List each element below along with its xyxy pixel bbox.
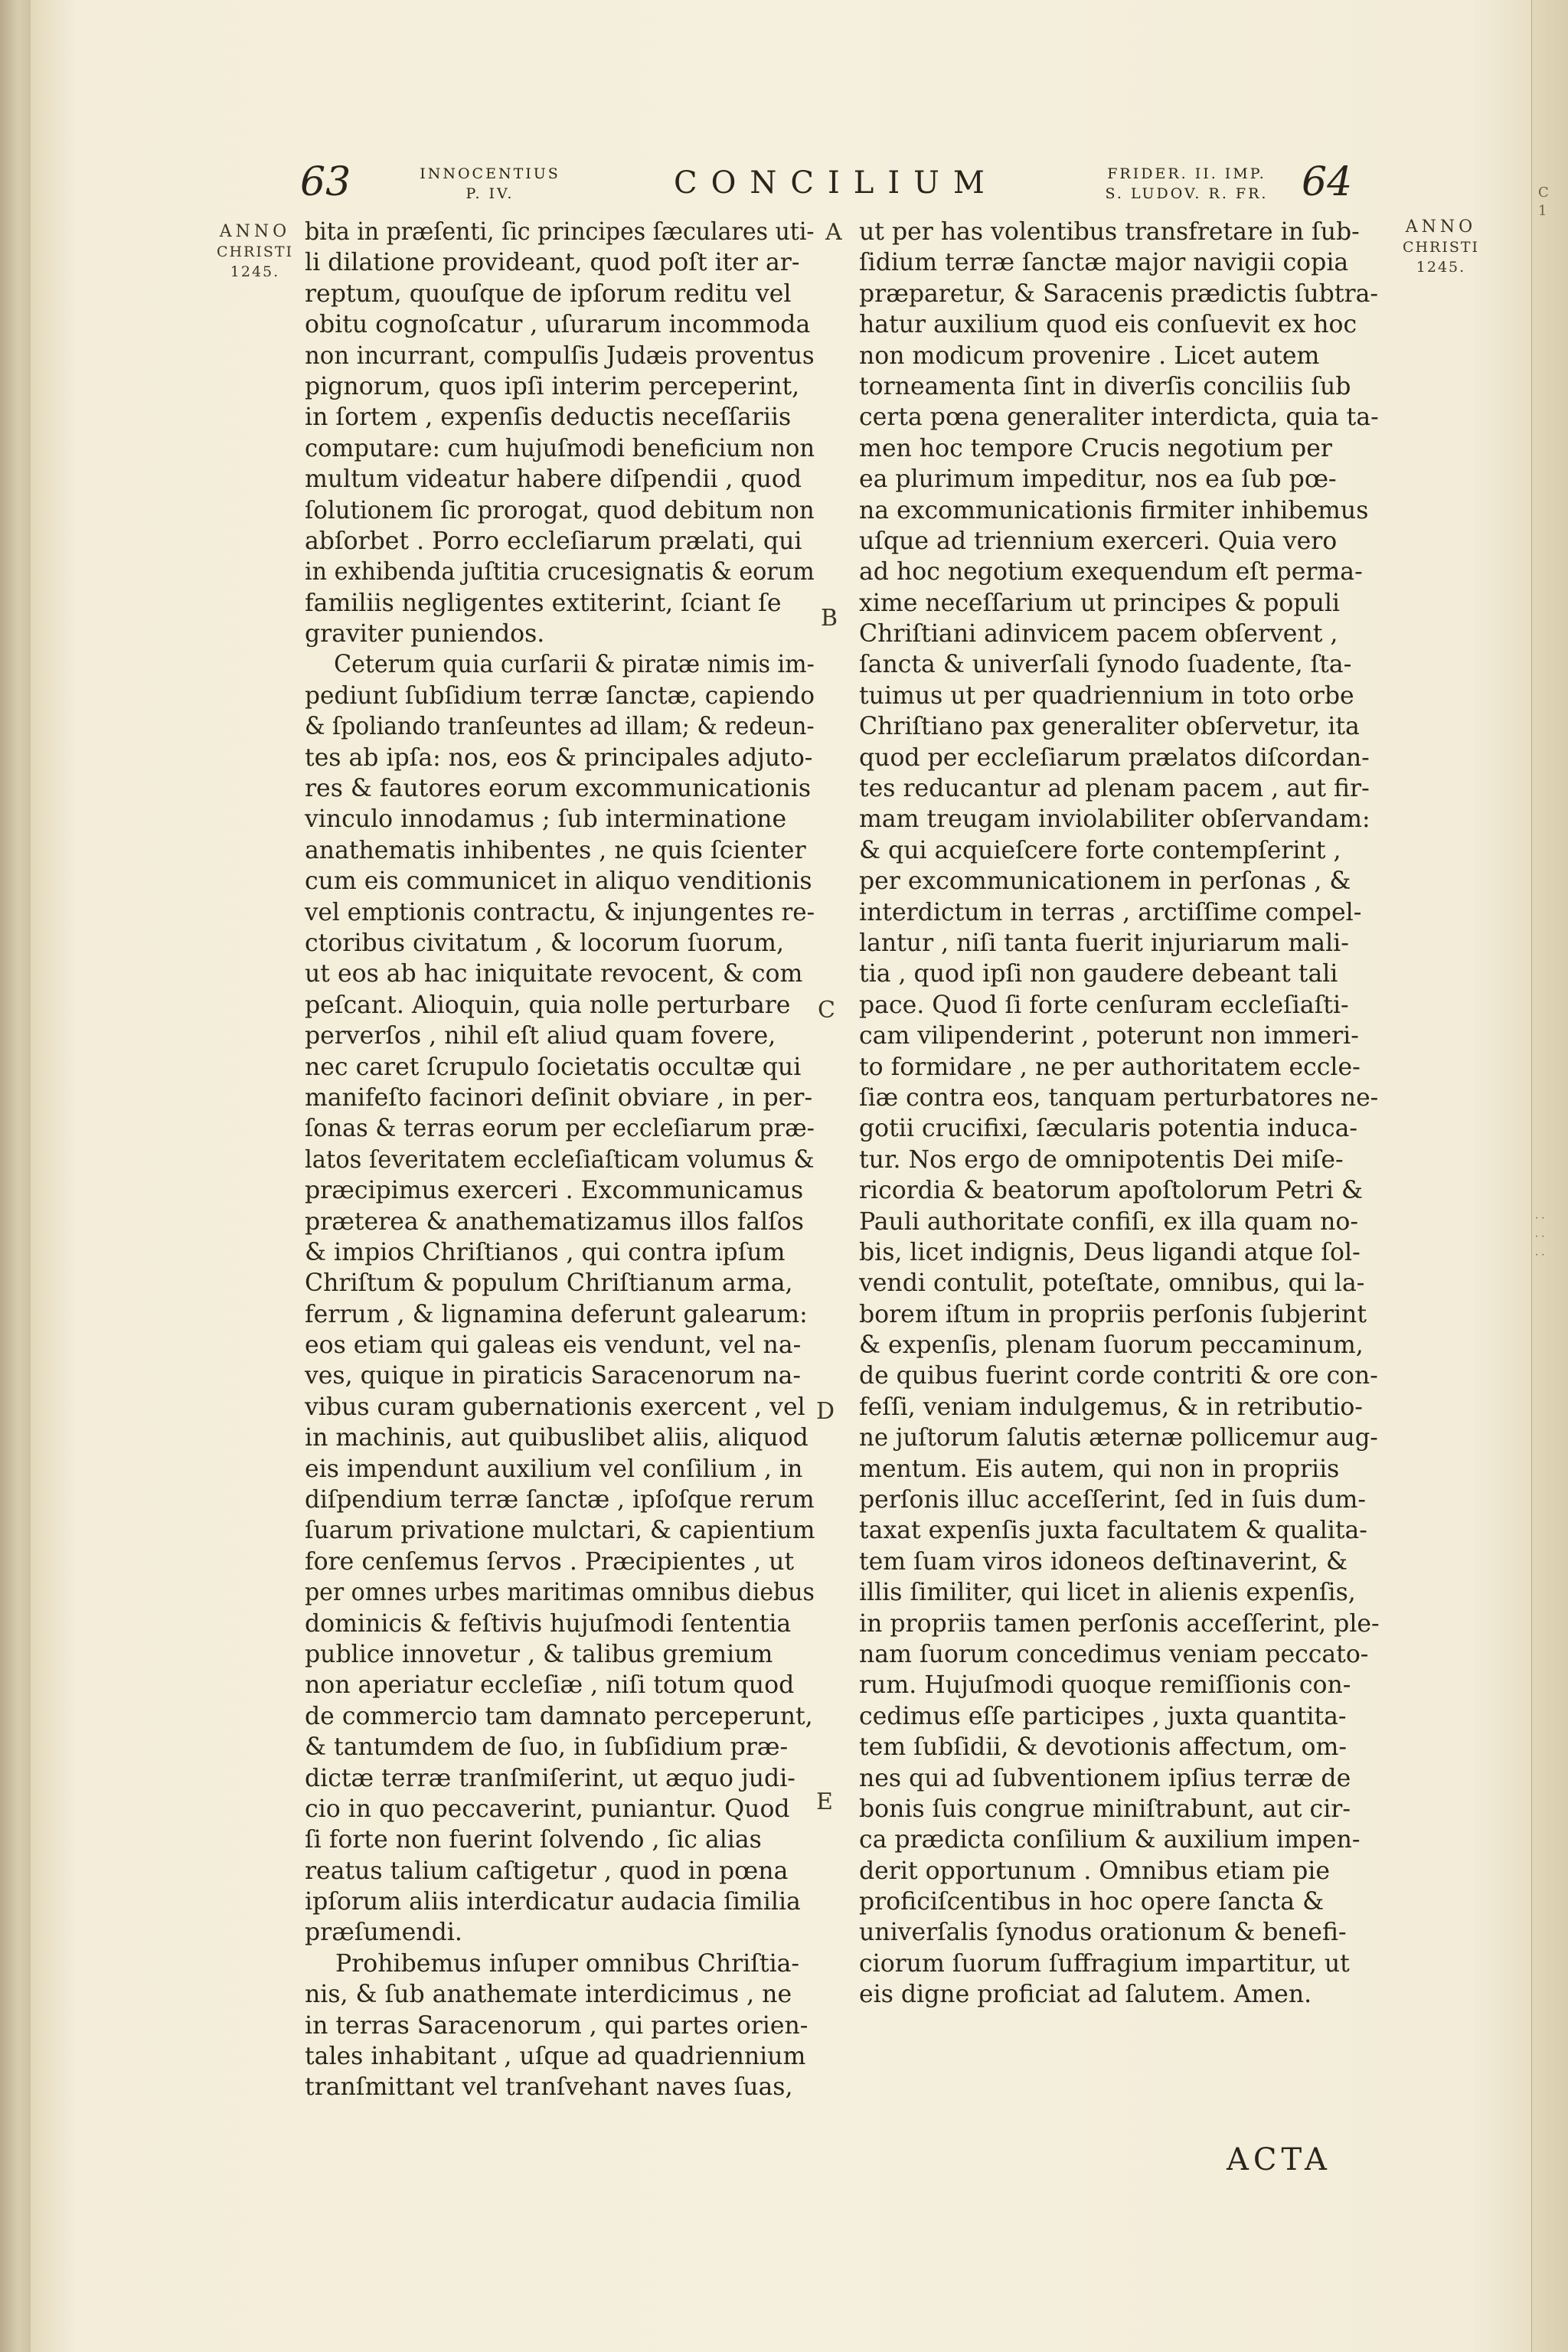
text-line: lantur , niſi tanta fuerit injuriarum mali- — [859, 929, 1349, 957]
book-gutter — [0, 0, 31, 2352]
text-line: tur. Nos ergo de omnipotentis Dei miſe- — [859, 1145, 1344, 1174]
text-line: eis impendunt auxilium vel conſilium , in — [305, 1455, 803, 1483]
text-line: ne juſtorum ſalutis æternæ pollicemur aug- — [859, 1424, 1378, 1452]
text-line: nes qui ad ſubventionem ipſius terræ de — [859, 1764, 1351, 1792]
text-line: nis, & ſub anathemate interdicimus , ne — [305, 1981, 792, 2009]
right-text-column — [859, 217, 1380, 2011]
section-letter-e: E — [816, 1788, 833, 1815]
section-letter-d: D — [816, 1398, 835, 1425]
text-line: certa pœna generaliter interdicta, quia ta- — [859, 403, 1379, 432]
text-line: perverſos , nihil eſt aliud quam fovere, — [305, 1022, 776, 1050]
text-line: per excommunicationem in perſonas , & — [859, 867, 1351, 896]
text-line: de quibus fuerint corde contriti & ore con- — [859, 1362, 1378, 1390]
text-line: eis digne proficiat ad ſalutem. Amen. — [859, 1981, 1312, 2009]
catchword: ACTA — [1227, 2142, 1331, 2177]
text-line: in exhibenda juſtitia crucesignatis & eorum — [305, 558, 815, 586]
text-line: tales inhabitant , uſque ad quadriennium — [305, 2043, 806, 2071]
text-line: & qui acquieſcere forte contempſerint , — [859, 836, 1341, 864]
text-line: bita in præſenti, ſic principes ſæculares uti- — [305, 218, 815, 246]
text-line: ſolutionem ſic prorogat, quod debitum non — [305, 496, 815, 524]
text-line: anathematis inhibentes , ne quis ſcienter — [305, 836, 806, 864]
text-line: ut eos ab hac iniquitate revocent, & com — [305, 960, 803, 988]
text-line: in propriis tamen perſonis acceſſerint, ple- — [859, 1609, 1380, 1638]
text-line: ut per has volentibus transfretare in ſub- — [859, 218, 1360, 246]
text-line: rum. Hujuſmodi quoque remiſſionis con- — [859, 1671, 1351, 1700]
text-line: ctoribus civitatum , & locorum ſuorum, — [305, 929, 784, 957]
text-line: to formidare , ne per authoritatem eccle- — [859, 1053, 1361, 1081]
section-letter-c: C — [818, 997, 835, 1024]
text-line: non aperiatur eccleſiæ , niſi totum quod — [305, 1671, 795, 1700]
text-line: latos ſeveritatem eccleſiaſticam volumus & — [305, 1145, 815, 1174]
text-line: proficiſcentibus in hoc opere ſancta & — [859, 1888, 1325, 1916]
text-line: publice innovetur , & talibus gremium — [305, 1640, 773, 1668]
text-line: ferrum , & lignamina deferunt galearum: — [305, 1300, 808, 1328]
text-line: men hoc tempore Crucis negotium per — [859, 434, 1332, 462]
text-line: feſſi, veniam indulgemus, & in retributio- — [859, 1393, 1363, 1421]
text-line: vendi contulit, poteſtate, omnibus, qui la- — [859, 1269, 1365, 1298]
text-line: præparetur, & Saracenis prædictis ſubtra- — [859, 279, 1378, 308]
text-line: abſorbet . Porro eccleſiarum prælati, qui — [305, 527, 802, 555]
text-line: ad hoc negotium exequendum eſt perma- — [859, 558, 1363, 586]
text-line: uſque ad triennium exerceri. Quia vero — [859, 527, 1338, 555]
text-line: ſonas & terras eorum per eccleſiarum præ- — [305, 1115, 815, 1143]
text-line: nam ſuorum concedimus veniam peccato- — [859, 1640, 1369, 1668]
text-line: pignorum, quos ipſi interim perceperint, — [305, 372, 800, 400]
text-line: ſiæ contra eos, tanquam perturbatores ne- — [859, 1083, 1379, 1112]
text-line: xime neceſſarium ut principes & populi — [859, 589, 1341, 617]
section-letter-b: B — [821, 605, 838, 632]
text-line: ipſorum aliis interdicatur audacia ſimilia — [305, 1888, 801, 1916]
left-text-column — [305, 217, 816, 2103]
text-line: borem iſtum in propriis perſonis ſubjerint — [859, 1300, 1367, 1328]
text-line: & ſpoliando tranſeuntes ad illam; & redeun- — [305, 713, 815, 741]
text-line: univerſalis ſynodus orationum & benefi- — [859, 1919, 1347, 1947]
text-line: mam treugam inviolabiliter obſervandam: — [859, 805, 1370, 834]
text-line: ſancta & univerſali ſynodo ſuadente, ſta- — [859, 651, 1352, 679]
text-line: tia , quod ipſi non gaudere debeant tali — [859, 960, 1338, 988]
text-line: cio in quo peccaverint, puniantur. Quod — [305, 1795, 790, 1823]
text-line: quod per eccleſiarum prælatos diſcordan- — [859, 743, 1370, 772]
text-line: tes reducantur ad plenam pacem , aut fir- — [859, 775, 1370, 803]
text-line: bonis ſuis congrue miniſtrabunt, aut cir- — [859, 1795, 1351, 1823]
text-line: Chriſtum & populum Chriſtianum arma, — [305, 1269, 793, 1298]
text-line: cam vilipenderint , poterunt non immeri- — [859, 1022, 1359, 1050]
text-line: nec caret ſcrupulo ſocietatis occultæ qui — [305, 1053, 802, 1081]
text-line: multum videatur habere diſpendii , quod — [305, 466, 802, 494]
text-line: ſidium terræ ſanctæ major navigii copia — [859, 249, 1349, 277]
text-line: præterea & anathematizamus illos falſos — [305, 1207, 804, 1236]
text-line: vibus curam gubernationis exercent , vel — [305, 1393, 805, 1421]
right-running-head: FRIDER. II. IMP. S. LUDOV. R. FR. — [1105, 165, 1269, 202]
text-line: bis, licet indignis, Deus ligandi atque ſol- — [859, 1238, 1361, 1266]
text-line: dictæ terræ tranſmiſerint, ut æquo judi- — [305, 1764, 795, 1792]
left-page-number: 63 — [300, 159, 351, 205]
text-line: præſumendi. — [305, 1919, 462, 1947]
text-line: dominicis & feſtivis hujuſmodi ſententia — [305, 1609, 792, 1638]
text-line: tem ſuam viros idoneos deſtinaverint, & — [859, 1547, 1348, 1576]
text-line: mentum. Eis autem, qui non in propriis — [859, 1455, 1340, 1483]
text-line: taxat expenſis juxta facultatem & qualita- — [859, 1517, 1367, 1545]
text-line: eos etiam qui galeas eis vendunt, vel na- — [305, 1331, 802, 1360]
text-line: diſpendium terræ ſanctæ , ipſoſque rerum — [305, 1486, 815, 1514]
left-running-head: INNOCENTIUS P. IV. — [420, 165, 560, 202]
text-line: & impios Chriſtianos , qui contra ipſum — [305, 1238, 786, 1266]
text-line: præcipimus exerceri . Excommunicamus — [305, 1177, 804, 1205]
text-line: ſi forte non fuerint ſolvendo , ſic alias — [305, 1826, 762, 1854]
right-page-number: 64 — [1302, 159, 1353, 205]
text-line: non modicum provenire . Licet autem — [859, 341, 1320, 370]
text-line: pace. Quod ſi forte cenſuram eccleſiaſti- — [859, 991, 1349, 1019]
next-page-edge: C 1 · · · · · · — [1531, 0, 1568, 2352]
right-margin-year-note: ANNO CHRISTI 1245. — [1402, 217, 1480, 276]
text-line: tuimus ut per quadriennium in toto orbe — [859, 681, 1354, 710]
text-line: ves, quique in piraticis Saracenorum na- — [305, 1362, 802, 1390]
text-line: Chriſtiano pax generaliter obſervetur, ita — [859, 713, 1360, 741]
text-line: fore cenſemus ſervos . Præcipientes , ut — [305, 1547, 795, 1576]
text-line: hatur auxilium quod eis conſuevit ex hoc — [859, 311, 1357, 339]
text-line: & expenſis, plenam ſuorum peccaminum, — [859, 1331, 1364, 1360]
text-line: de commercio tam damnato perceperunt, — [305, 1702, 813, 1730]
text-line: cedimus eſſe participes , juxta quantita- — [859, 1702, 1347, 1730]
text-line: manifeſto facinori deſinit obviare , in per- — [305, 1083, 813, 1112]
text-line: res & fautores eorum excommunicationis — [305, 775, 812, 803]
text-line: per omnes urbes maritimas omnibus diebus — [305, 1579, 815, 1607]
text-line: computare: cum hujuſmodi beneficium non — [305, 434, 815, 462]
text-line: na excommunicationis firmiter inhibemus — [859, 496, 1369, 524]
text-line: peſcant. Alioquin, quia nolle perturbare — [305, 991, 791, 1019]
text-line: ſuarum privatione mulctari, & capientium — [305, 1517, 815, 1545]
text-line: perſonis illuc acceſſerint, ſed in ſuis dum- — [859, 1486, 1366, 1514]
text-line: Chriſtiani adinvicem pacem obſervent , — [859, 620, 1338, 648]
text-line: in machinis, aut quibuslibet aliis, aliquod — [305, 1424, 808, 1452]
text-line: vinculo innodamus ; ſub interminatione — [305, 805, 787, 834]
text-line: tem ſubſidii, & devotionis affectum, om- — [859, 1733, 1347, 1762]
text-line: graviter puniendos. — [305, 620, 545, 648]
text-line: tranſmittant vel tranſvehant naves ſuas, — [305, 2073, 793, 2102]
text-line: Prohibemus inſuper omnibus Chriſtia- — [335, 1949, 800, 1978]
text-line: obitu cognoſcatur , uſurarum incommoda — [305, 311, 811, 339]
text-line: in ſortem , expenſis deductis neceſſariis — [305, 403, 792, 432]
text-line: interdictum in terras , arctiſſime compel- — [859, 898, 1362, 926]
text-line: illis ſimiliter, qui licet in alienis expenſis, — [859, 1579, 1356, 1607]
page-title: CONCILIUM — [674, 165, 998, 201]
text-line: reatus talium caſtigetur , quod in pœna — [305, 1857, 789, 1885]
text-line: ea plurimum impeditur, nos ea ſub pœ- — [859, 466, 1337, 494]
text-line: li dilatione provideant, quod poſt iter ar- — [305, 249, 800, 277]
text-line: & tantumdem de ſuo, in ſubſidium præ- — [305, 1733, 789, 1762]
text-line: familiis negligentes extiterint, ſciant ſe — [305, 589, 782, 617]
text-line: pediunt ſubſidium terræ ſanctæ, capiendo — [305, 681, 815, 710]
section-letter-a: A — [825, 219, 842, 246]
text-line: ricordia & beatorum apoſtolorum Petri & — [859, 1177, 1364, 1205]
text-line: ciorum ſuorum ſuffragium impartitur, ut — [859, 1949, 1350, 1978]
text-line: tes ab ipſa: nos, eos & principales adjuto- — [305, 743, 813, 772]
text-line: Pauli authoritate confiſi, ex illa quam no- — [859, 1207, 1358, 1236]
text-line: torneamenta ſint in diverſis conciliis ſub — [859, 372, 1351, 400]
text-line: in terras Saracenorum , qui partes orien- — [305, 2011, 808, 2040]
text-line: derit opportunum . Omnibus etiam pie — [859, 1857, 1330, 1885]
text-line: ca prædicta conſilium & auxilium impen- — [859, 1826, 1361, 1854]
text-line: vel emptionis contractu, & injungentes re- — [305, 898, 815, 926]
text-line: gotii crucifixi, ſæcularis potentia induca- — [859, 1115, 1358, 1143]
text-line: non incurrant, compulſis Judæis proventus — [305, 341, 815, 370]
left-margin-year-note: ANNO CHRISTI 1245. — [216, 222, 294, 280]
text-line: Ceterum quia curſarii & piratæ nimis im- — [334, 651, 815, 679]
text-line: cum eis communicet in aliquo venditionis — [305, 867, 812, 896]
text-line: reptum, quouſque de ipſorum reditu vel — [305, 279, 792, 308]
